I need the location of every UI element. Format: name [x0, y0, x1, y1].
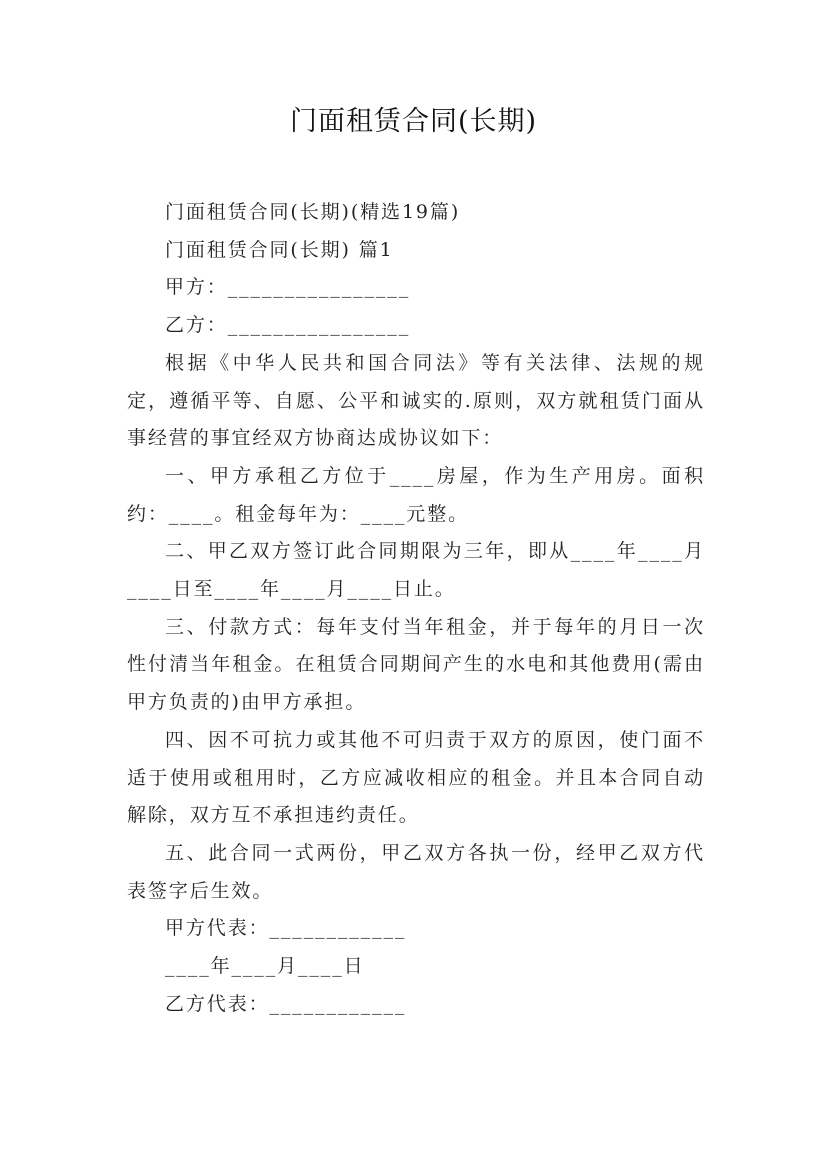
preamble-paragraph: 根据《中华人民共和国合同法》等有关法律、法规的规定，遵循平等、自愿、公平和诚实的.原则，双方就租赁门面从事经营的事宜经双方协商达成协议如下：	[127, 351, 705, 450]
clause-2: 二、甲乙双方签订此合同期限为三年，即从____年____月____日至____年____月____日止。	[127, 540, 705, 601]
clause-1: 一、甲方承租乙方位于____房屋，作为生产用房。面积约：____。租金每年为：____元整。	[127, 464, 705, 525]
clause-5: 五、此合同一式两份，甲乙双方各执一份，经甲乙双方代表签字后生效。	[127, 841, 705, 902]
section-heading: 门面租赁合同(长期) 篇1	[165, 238, 394, 261]
signing-date: ____年____月____日	[165, 955, 365, 978]
clause-3: 三、付款方式：每年支付当年租金，并于每年的月日一次性付清当年租金。在租赁合同期间产生的水电和其他费用(需由甲方负责的)由甲方承担。	[127, 615, 705, 714]
party-b-representative: 乙方代表：____________	[165, 992, 407, 1015]
party-a-line: 甲方：________________	[165, 276, 411, 299]
party-b-line: 乙方：________________	[165, 314, 411, 337]
document-title: 门面租赁合同(长期)	[289, 106, 538, 137]
party-a-representative: 甲方代表：____________	[165, 917, 407, 940]
clause-4: 四、因不可抗力或其他不可归责于双方的原因，使门面不适于使用或租用时，乙方应减收相应的租金。并且本合同自动解除，双方互不承担违约责任。	[127, 728, 705, 827]
document-body	[127, 194, 705, 1023]
subtitle-line: 门面租赁合同(长期)(精选19篇)	[165, 201, 461, 223]
